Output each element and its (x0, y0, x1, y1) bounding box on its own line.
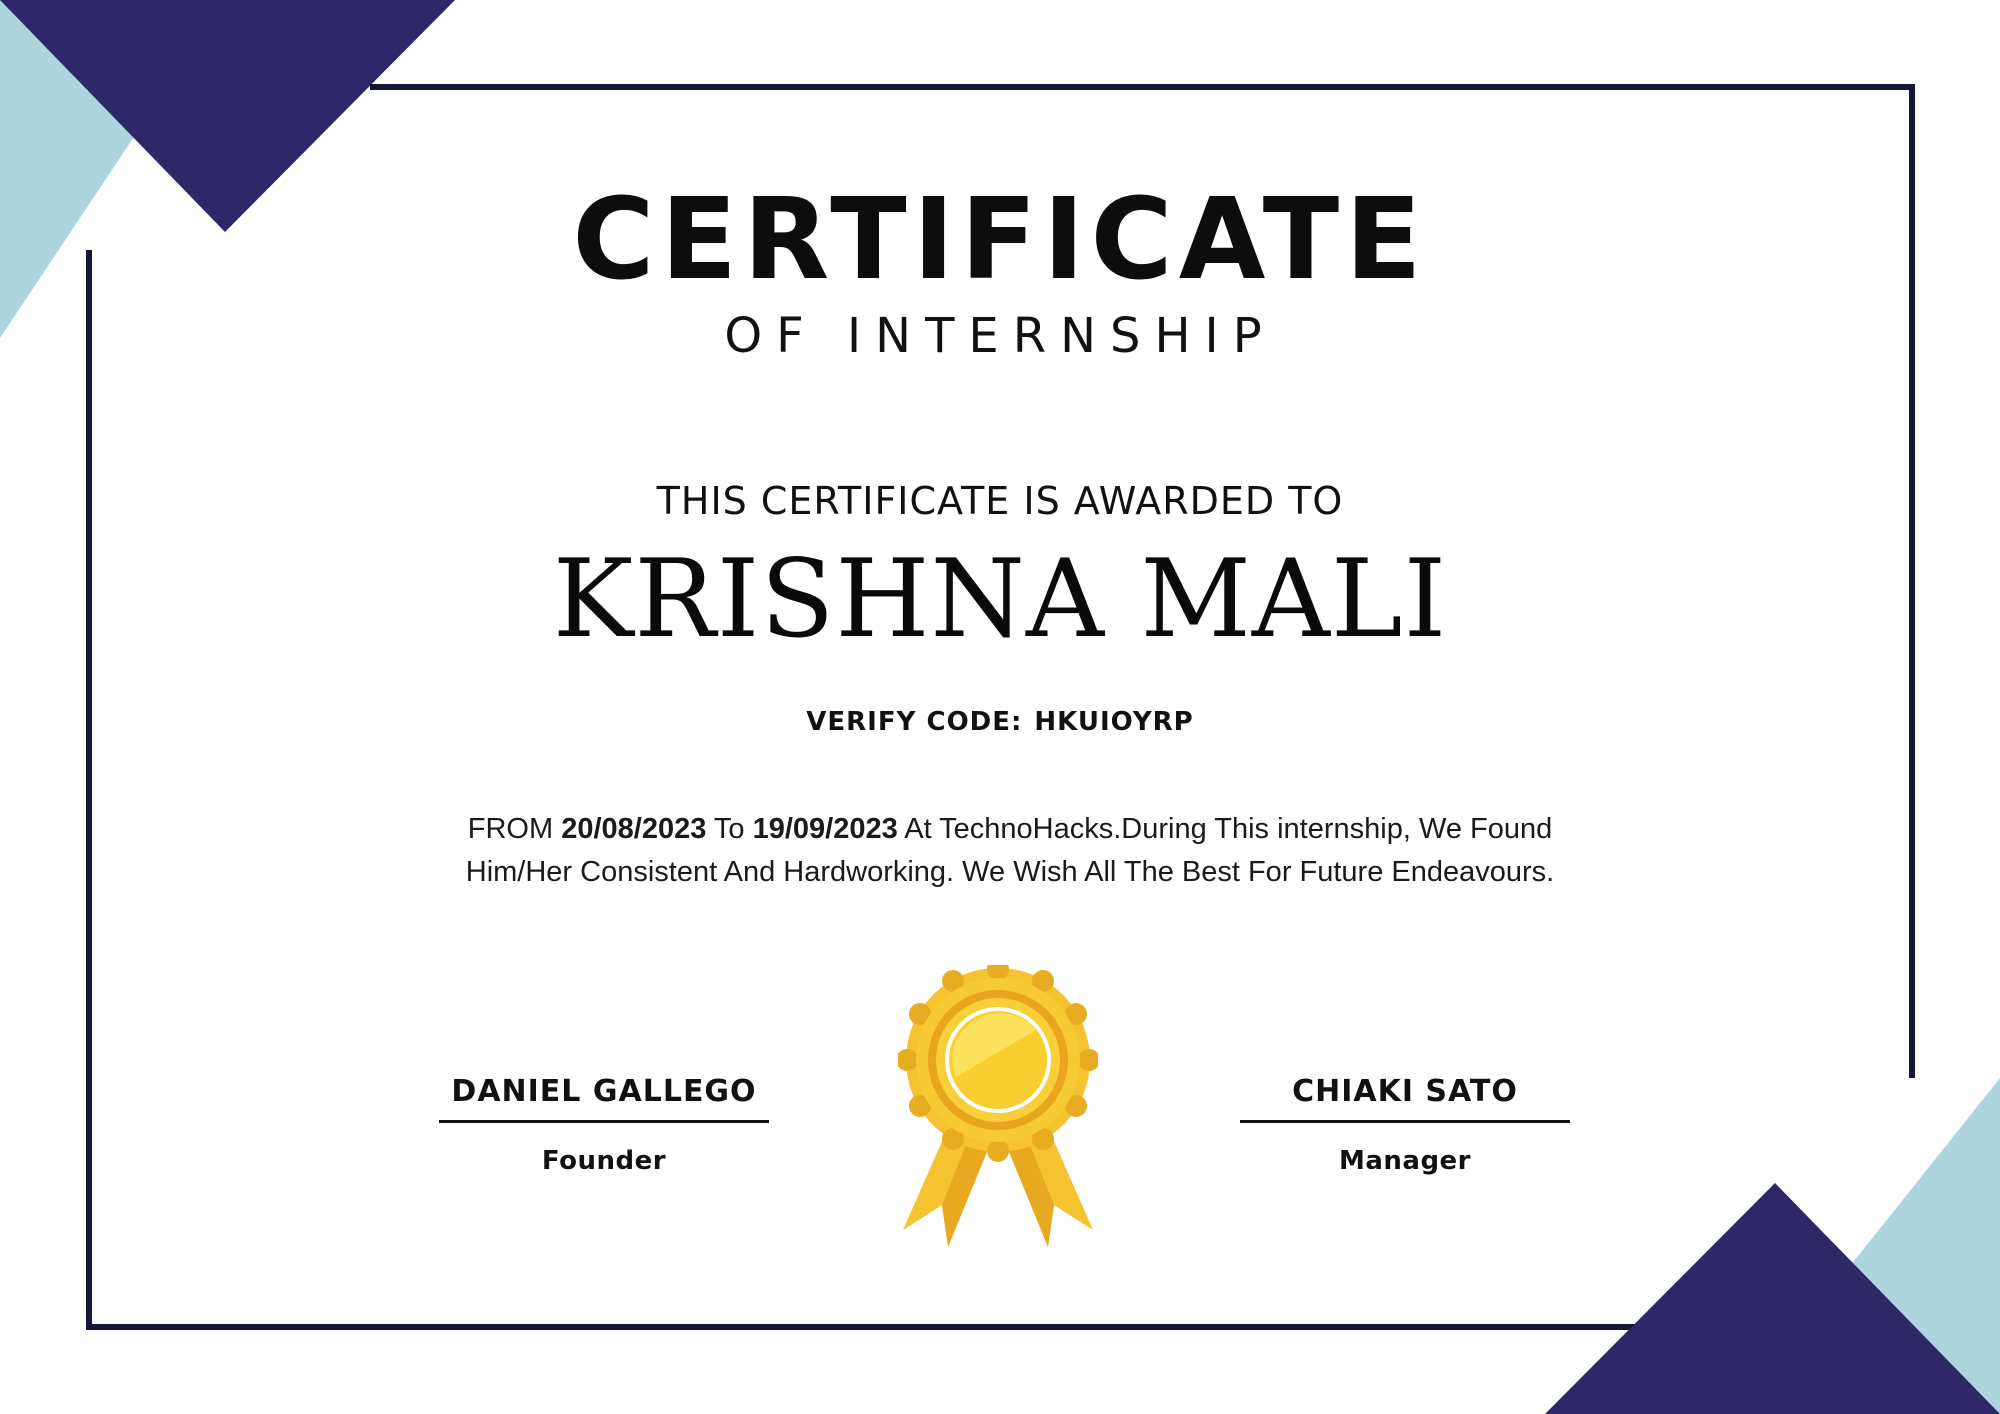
signatory-name: DANIEL GALLEGO (451, 1074, 757, 1109)
body-description: At TechnoHacks.During This internship, We Found Him/Her Consistent And Hardworking. We Wish All The Best For Future Endeavours. (465, 813, 1555, 888)
signature-line (1240, 1120, 1570, 1123)
verify-code-value: HKUIOYRP (1034, 707, 1194, 737)
signatory-role: Founder (541, 1146, 667, 1176)
signatory-role: Manager (1338, 1146, 1472, 1176)
signatory-name: CHIAKI SATO (1292, 1074, 1518, 1109)
recipient-name: KRISHNA MALI (552, 537, 1448, 662)
from-word: FROM (467, 813, 554, 845)
award-ribbon-icon (898, 965, 1098, 1255)
certificate-title: CERTIFICATE (572, 175, 1428, 305)
signatory-founder (439, 1072, 769, 1179)
verify-code-row (0, 704, 2000, 740)
start-date: 20/08/2023 (561, 813, 707, 845)
certificate-body-text (420, 808, 1600, 894)
signatory-manager (1240, 1072, 1570, 1179)
verify-code-label: VERIFY CODE: (806, 707, 1023, 737)
awarded-to-label: THIS CERTIFICATE IS AWARDED TO (656, 479, 1344, 523)
certificate-subtitle: OF INTERNSHIP (724, 308, 1276, 364)
signature-line (439, 1120, 769, 1123)
end-date: 19/09/2023 (752, 813, 898, 845)
to-word: To (713, 813, 745, 845)
